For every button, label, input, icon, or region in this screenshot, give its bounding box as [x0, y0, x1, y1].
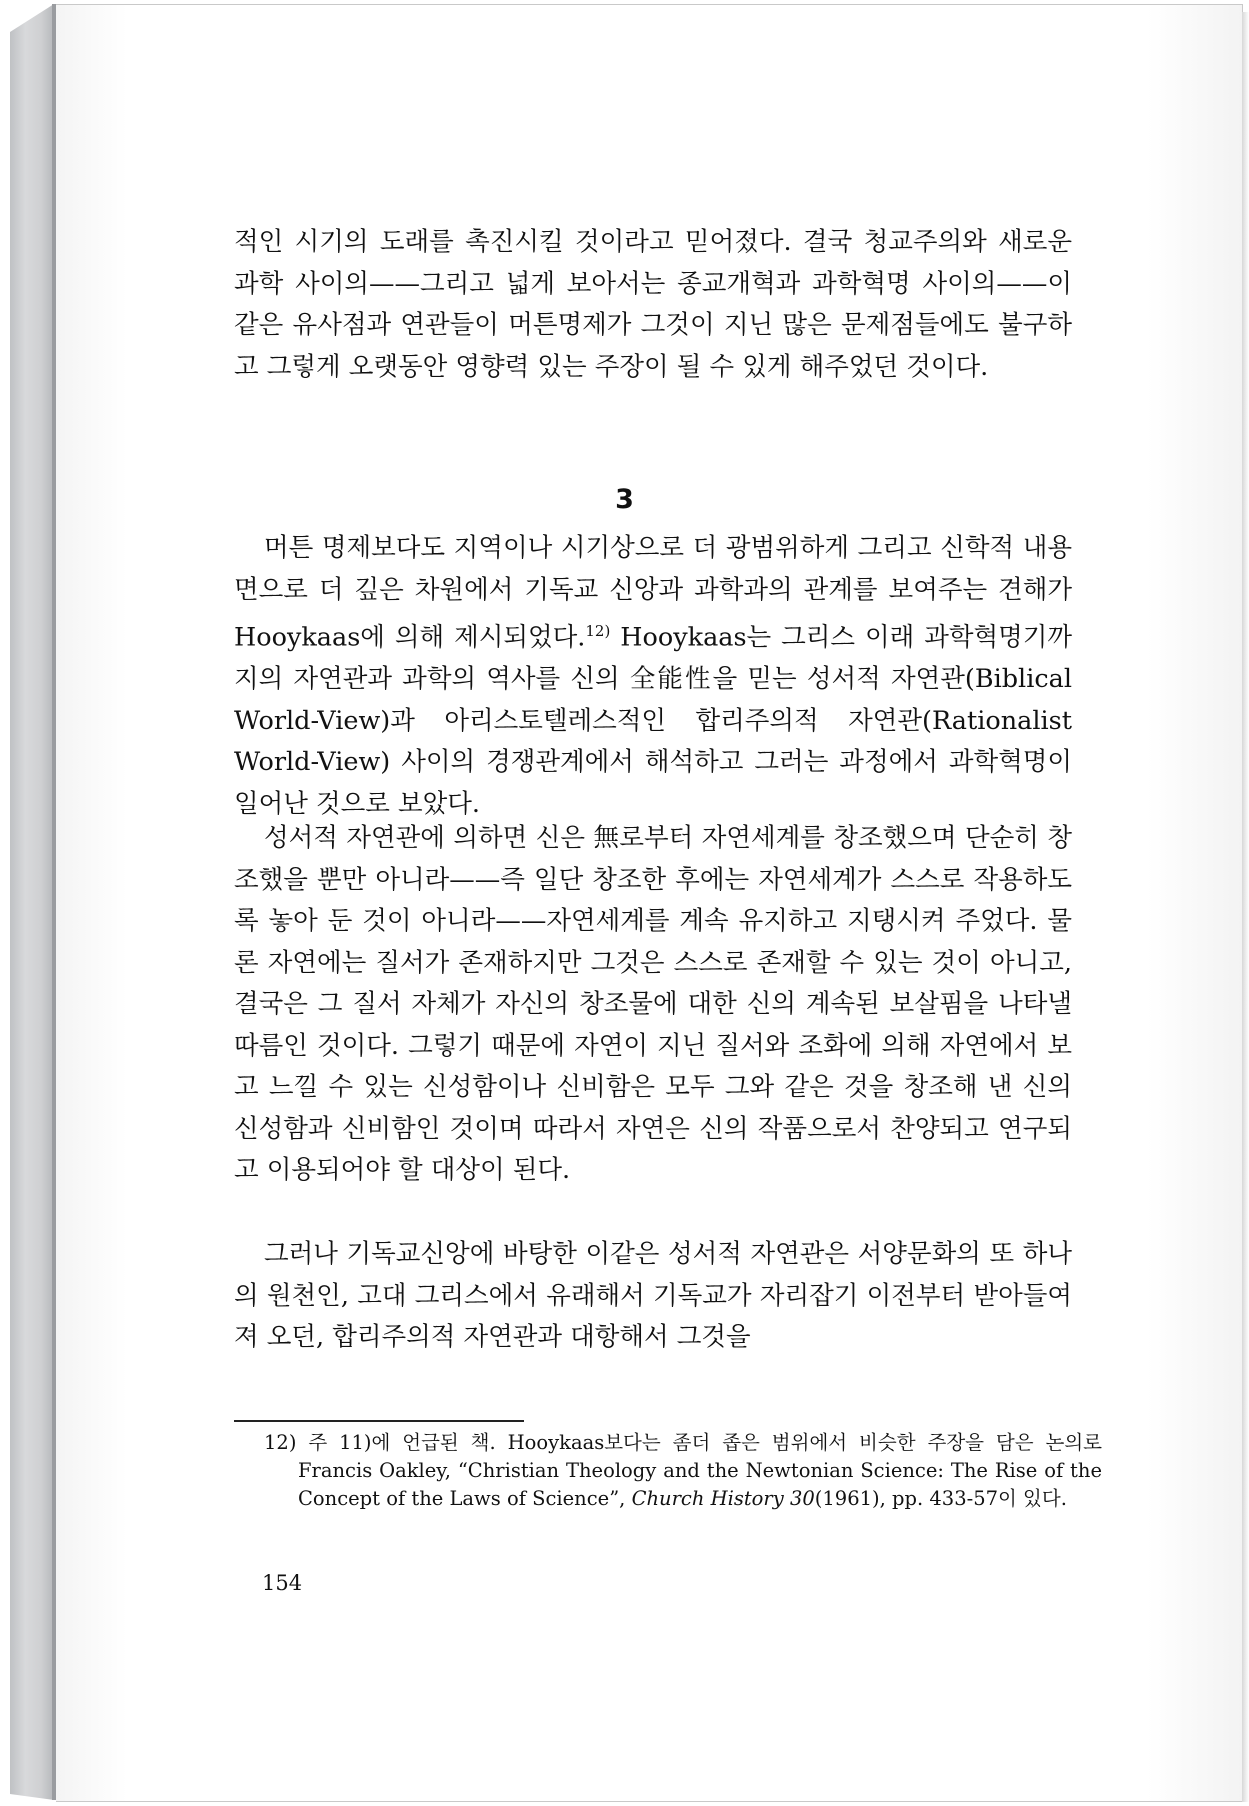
book-spine	[10, 4, 54, 1800]
page-number: 154	[262, 1571, 303, 1595]
footnote-journal: Church History	[631, 1487, 784, 1510]
paragraph-2-continued: Hooykaas는 그리스 이래 과학혁명기까지의 자연관과 과학의 역사를 신의 全能性을 믿는 성서적 자연관(Biblical World-View)과 아리스토텔레스적인 합리주의적 자연관(Rationalist World-View) 사이의 경쟁관계에서 해석하고 그러는 과정에서 과학혁명이 일어난 것으로 보았다.	[234, 622, 1072, 819]
footnote	[264, 1429, 1102, 1513]
footnote-marker: 12)	[585, 622, 611, 640]
footnote-text-end: (1961), pp. 433-57이 있다.	[814, 1487, 1067, 1510]
footnote-divider	[234, 1420, 524, 1422]
footnote-number: 12)	[264, 1431, 297, 1454]
footnote-volume: 30	[789, 1487, 815, 1510]
paragraph-2	[234, 528, 1072, 825]
section-number: 3	[615, 484, 634, 515]
page-shadow	[1242, 12, 1249, 1802]
paragraph-4: 그러나 기독교신앙에 바탕한 이같은 성서적 자연관은 서양문화의 또 하나의 원천인, 고대 그리스에서 유래해서 기독교가 자리잡기 이전부터 받아들여져 오던, 합리주의적 자연관과 대항해서 그것을	[234, 1239, 1072, 1352]
paragraph-3: 성서적 자연관에 의하면 신은 無로부터 자연세계를 창조했으며 단순히 창조했을 뿐만 아니라——즉 일단 창조한 후에는 자연세계가 스스로 작용하도록 놓아 둔 것이 아니라——자연세계를 계속 유지하고 지탱시켜 주었다. 물론 자연에는 질서가 존재하지만 그것은 스스로 존재할 수 있는 것이 아니고, 결국은 그 질서 자체가 자신의 창조물에 대한 신의 계속된 보살핌을 나타낼 따름인 것이다. 그렇기 때문에 자연이 지닌 질서와 조화에 의해 자연에서 보고 느낄 수 있는 신성함이나 신비함은 모두 그와 같은 것을 창조해 낸 신의 신성함과 신비함인 것이며 따라서 자연은 신의 작품으로서 찬양되고 연구되고 이용되어야 할 대상이 된다.	[234, 823, 1072, 1185]
paragraph-1: 적인 시기의 도래를 촉진시킬 것이라고 믿어졌다. 결국 청교주의와 새로운 과학 사이의——그리고 넓게 보아서는 종교개혁과 과학혁명 사이의——이같은 유사점과 연관들이 머튼명제가 그것이 지닌 많은 문제점들에도 불구하고 그렇게 오랫동안 영향력 있는 주장이 될 수 있게 해주었던 것이다.	[234, 227, 1072, 382]
paragraph-2-text: 머튼 명제보다도 지역이나 시기상으로 더 광범위하게 그리고 신학적 내용면으로 더 깊은 차원에서 기독교 신앙과 과학과의 관계를 보여주는 견해가 Hooykaas에 의해 제시되었다.	[234, 533, 1072, 653]
footnote-text: 주 11)에 언급된 책. Hooykaas보다는 좀더 좁은 범위에서 비슷한 주장을 담은 논의로 Francis Oakley, “Christian Theology and the Newtonian Science: The Rise of the Concept of the Laws of Science”,	[298, 1431, 1102, 1510]
